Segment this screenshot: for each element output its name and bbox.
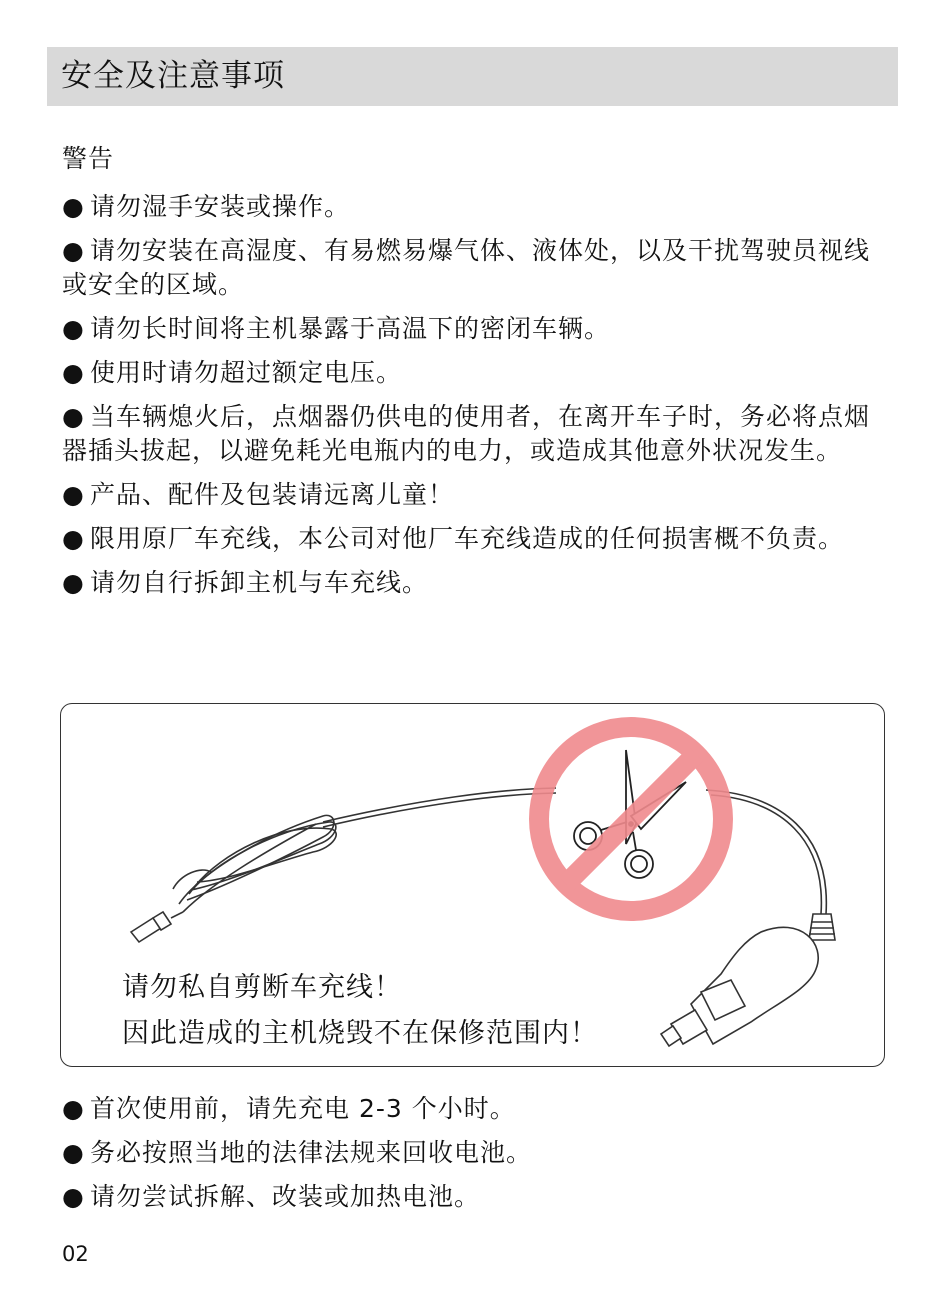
warning-list xyxy=(62,190,882,610)
bullet-icon: ● xyxy=(62,524,85,553)
warning-item: ● 请勿湿手安装或操作。 xyxy=(62,190,882,224)
bullet-icon: ● xyxy=(62,192,85,221)
section-heading-warning: 警告 xyxy=(62,144,115,173)
bullet-icon: ● xyxy=(62,1138,85,1167)
bullet-icon: ● xyxy=(62,1182,85,1211)
cable-warning-figure xyxy=(60,703,885,1067)
warning-item: ● 当车辆熄火后，点烟器仍供电的使用者，在离开车子时，务必将点烟器插头拔起，以避免耗光电瓶内的电力，或造成其他意外状况发生。 xyxy=(62,402,871,465)
warning-list-after xyxy=(62,1092,882,1224)
bullet-icon: ● xyxy=(62,568,85,597)
warning-item: ● 限用原厂车充线，本公司对他厂车充线造成的任何损害概不负责。 xyxy=(62,522,882,556)
bullet-icon: ● xyxy=(62,1094,85,1123)
bullet-icon: ● xyxy=(62,314,85,343)
page-title: 安全及注意事项 xyxy=(61,58,285,94)
prohibited-icon xyxy=(539,727,723,911)
figure-illustration xyxy=(61,704,885,1067)
page-header-bar xyxy=(47,47,898,106)
bullet-icon: ● xyxy=(62,236,85,265)
bullet-icon: ● xyxy=(62,402,85,431)
warning-item: ● 请勿长时间将主机暴露于高温下的密闭车辆。 xyxy=(62,312,882,346)
warning-item: ● 务必按照当地的法律法规来回收电池。 xyxy=(62,1136,882,1170)
figure-caption-line1: 请勿私自剪断车充线！ xyxy=(122,972,402,1003)
warning-item: ● 请勿尝试拆解、改装或加热电池。 xyxy=(62,1180,882,1214)
bullet-icon: ● xyxy=(62,480,85,509)
warning-item: ● 请勿自行拆卸主机与车充线。 xyxy=(62,566,882,600)
warning-item: ● 使用时请勿超过额定电压。 xyxy=(62,356,882,390)
warning-item: ● 首次使用前，请先充电 2-3 个小时。 xyxy=(62,1092,882,1126)
figure-caption-line2: 因此造成的主机烧毁不在保修范围内！ xyxy=(122,1018,598,1049)
bullet-icon: ● xyxy=(62,358,85,387)
warning-item: ● 产品、配件及包装请远离儿童！ xyxy=(62,478,882,512)
page-number: 02 xyxy=(62,1242,89,1266)
warning-item: ● 请勿安装在高湿度、有易燃易爆气体、液体处，以及干扰驾驶员视线或安全的区域。 xyxy=(62,236,871,299)
